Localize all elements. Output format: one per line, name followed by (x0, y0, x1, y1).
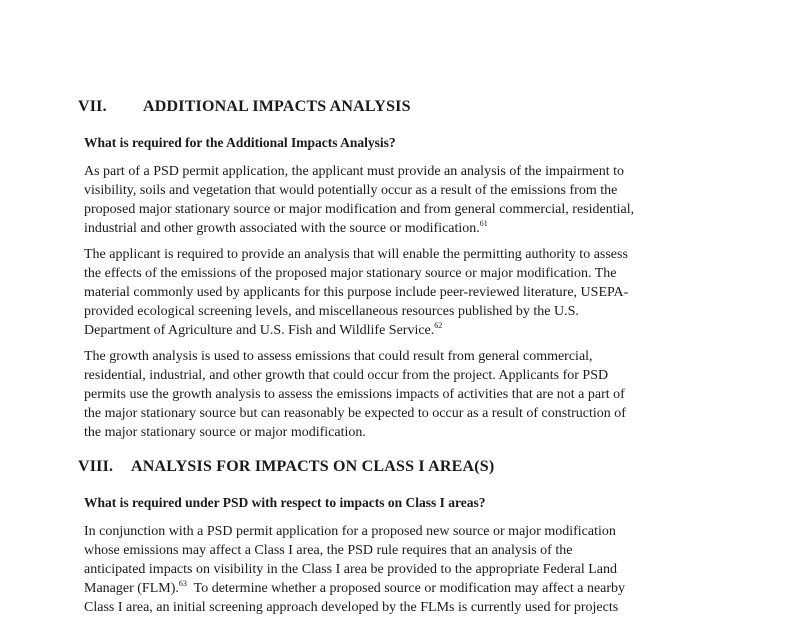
section-question: What is required for the Additional Impacts Analysis? (84, 135, 396, 150)
paragraph-line: Class I area, an initial screening approach developed by the FLMs is currently used for projects (84, 600, 619, 615)
paragraph-line: The applicant is required to provide an analysis that will enable the permitting authority to assess (84, 247, 628, 262)
paragraph-line: the major stationary source but can reasonably be expected to occur as a result of construction of (84, 406, 626, 421)
footnote-ref: 63 (178, 579, 187, 588)
paragraph-line (84, 579, 724, 598)
paragraph-line: As part of a PSD permit application, the applicant must provide an analysis of the impairment to (84, 164, 625, 179)
footnote-ref: 61 (479, 219, 488, 228)
section-number: VIII. (78, 458, 114, 475)
section-heading-viii (78, 458, 494, 476)
section-question: What is required under PSD with respect to impacts on Class I areas? (84, 495, 486, 510)
section-title: ADDITIONAL IMPACTS ANALYSIS (143, 98, 411, 115)
paragraph-line: material commonly used by applicants for this purpose include peer-reviewed literature, USEPA- (84, 285, 629, 300)
paragraph-line: proposed major stationary source or major modification and from general commercial, residential, (84, 202, 635, 217)
paragraph-line: visibility, soils and vegetation that would potentially occur as a result of the emissions from the (84, 183, 618, 198)
paragraph (84, 347, 724, 442)
paragraph-line-text: Department of Agriculture and U.S. Fish and Wildlife Service. (84, 323, 435, 338)
paragraph-line-text: To determine whether a proposed source or modification may affect a nearby (186, 581, 626, 596)
paragraph-line: the major stationary source or major modification. (84, 425, 366, 440)
paragraph-line: residential, industrial, and other growth that could occur from the project. Applicants for PSD (84, 368, 609, 383)
paragraph-line (84, 219, 724, 238)
section-number: VII. (78, 98, 107, 115)
paragraph-line: whose emissions may affect a Class I area, the PSD rule requires that an analysis of the (84, 543, 573, 558)
paragraph-line: anticipated impacts on visibility in the Class I area be provided to the appropriate Federal Land (84, 562, 618, 577)
paragraph (84, 522, 724, 617)
section-title: ANALYSIS FOR IMPACTS ON CLASS I AREA(S) (131, 458, 495, 475)
paragraph-line: the effects of the emissions of the proposed major stationary source or major modification. The (84, 266, 617, 281)
paragraph (84, 245, 724, 340)
footnote-ref: 62 (434, 321, 443, 330)
paragraph-line: In conjunction with a PSD permit application for a proposed new source or major modification (84, 524, 616, 539)
paragraph-line: The growth analysis is used to assess emissions that could result from general commercial, (84, 349, 593, 364)
section-heading-vii (78, 98, 411, 116)
paragraph-line-text: Manager (FLM). (84, 581, 179, 596)
paragraph-line-text: industrial and other growth associated with the source or modification. (84, 221, 480, 236)
paragraph (84, 162, 724, 238)
paragraph-line: provided ecological screening levels, and miscellaneous resources published by the U.S. (84, 304, 579, 319)
paragraph-line: permits use the growth analysis to assess the emissions impacts of activities that are not a part of (84, 387, 625, 402)
paragraph-line (84, 321, 724, 340)
